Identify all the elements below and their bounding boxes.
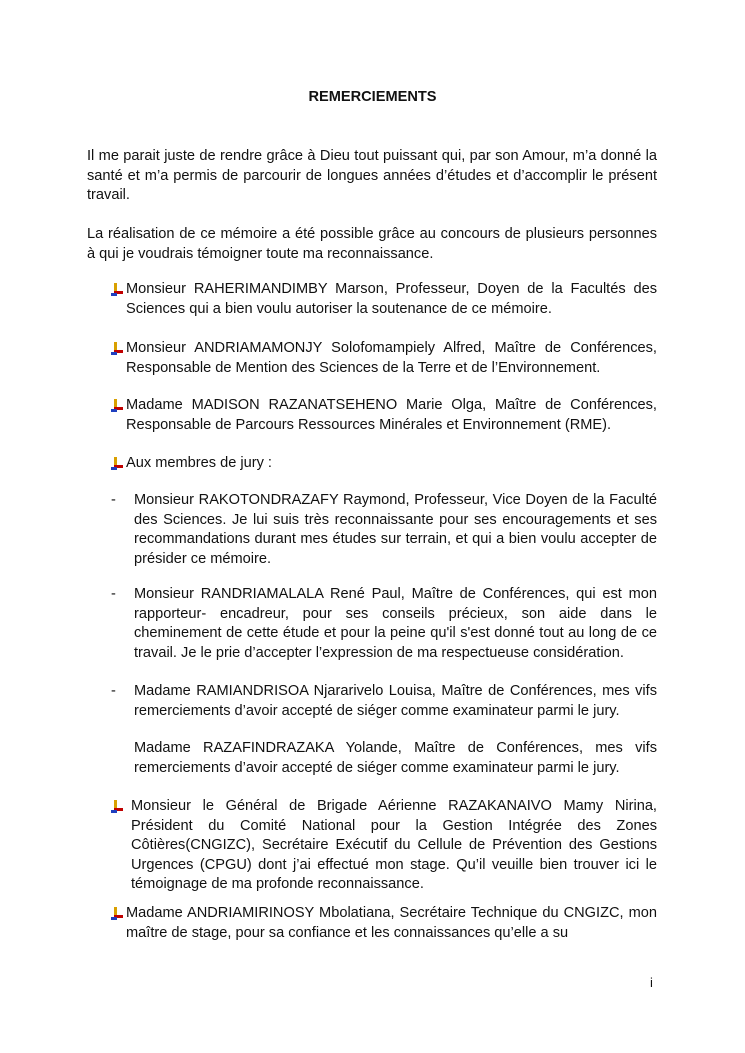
- page-title: REMERCIEMENTS: [308, 89, 437, 105]
- list-item-text: Madame MADISON RAZANATSEHENO Marie Olga, Maître de Conférences, Responsable de Parcours Ressources Minérales et Environnement (RME).: [126, 397, 657, 433]
- dash-marker: -: [111, 586, 116, 602]
- jury-item-text: Madame RAZAFINDRAZAKA Yolande, Maître de Conférences, mes vifs remerciements d’avoir accepté de siéger comme examinateur parmi le jury.: [134, 740, 657, 776]
- dash-marker: -: [111, 683, 116, 699]
- list-item-text: Monsieur le Général de Brigade Aérienne RAZAKANAIVO Mamy Nirina, Président du Comité National pour la Gestion Intégrée des Zones Côtières(CNGIZC), Secrétaire Exécutif du Cellule de Prévention des Gestions Urgences (CPGU) dont j’ai effectué mon stage. Qu’il veuille bien trouver ici le témoignage de ma profonde reconnaissance.: [131, 798, 657, 892]
- list-item-text: Aux membres de jury :: [126, 455, 272, 471]
- paragraph-intro: Il me parait juste de rendre grâce à Dieu tout puissant qui, par son Amour, m’a donné la santé et m’a permis de parcourir de longues années d’études et d’accomplir le présent travail.: [87, 148, 657, 203]
- list-item-text: Monsieur ANDRIAMAMONJY Solofomampiely Alfred, Maître de Conférences, Responsable de Mention des Sciences de la Terre et de l’Environnement.: [126, 340, 657, 376]
- arrow-bullet-icon: [111, 456, 124, 470]
- arrow-bullet-icon: [111, 341, 124, 355]
- jury-item-text: Madame RAMIANDRISOA Njararivelo Louisa, Maître de Conférences, mes vifs remerciements d’avoir accepté de siéger comme examinateur parmi le jury.: [134, 683, 657, 719]
- jury-item-text: Monsieur RANDRIAMALALA René Paul, Maître de Conférences, qui est mon rapporteur- encadreur, pour ses conseils précieux, son aide dans le cheminement de cette étude et pour la peine qu'il s'est donné tout au long de ce travail. Je le prie d’accepter l’expression de ma respectueuse considération.: [134, 586, 657, 661]
- arrow-bullet-icon: [111, 282, 124, 296]
- list-item-text: Monsieur RAHERIMANDIMBY Marson, Professeur, Doyen de la Facultés des Sciences qui a bien voulu autoriser la soutenance de ce mémoire.: [126, 281, 657, 317]
- page-number: i: [650, 975, 653, 990]
- paragraph-thanks: La réalisation de ce mémoire a été possible grâce au concours de plusieurs personnes à qui je voudrais témoigner toute ma reconnaissance.: [87, 226, 657, 262]
- list-item-text: Madame ANDRIAMIRINOSY Mbolatiana, Secrétaire Technique du CNGIZC, mon maître de stage, pour sa confiance et les connaissances qu’elle a su: [126, 905, 657, 941]
- arrow-bullet-icon: [111, 906, 124, 920]
- dash-marker: -: [111, 492, 116, 508]
- arrow-bullet-icon: [111, 398, 124, 412]
- arrow-bullet-icon: [111, 799, 124, 813]
- jury-item-text: Monsieur RAKOTONDRAZAFY Raymond, Professeur, Vice Doyen de la Faculté des Sciences. Je lui suis très reconnaissante pour ses encouragements et ses recommandations durant mes études sur terrain, et qui a bien voulu accepter de présider ce mémoire.: [134, 492, 657, 567]
